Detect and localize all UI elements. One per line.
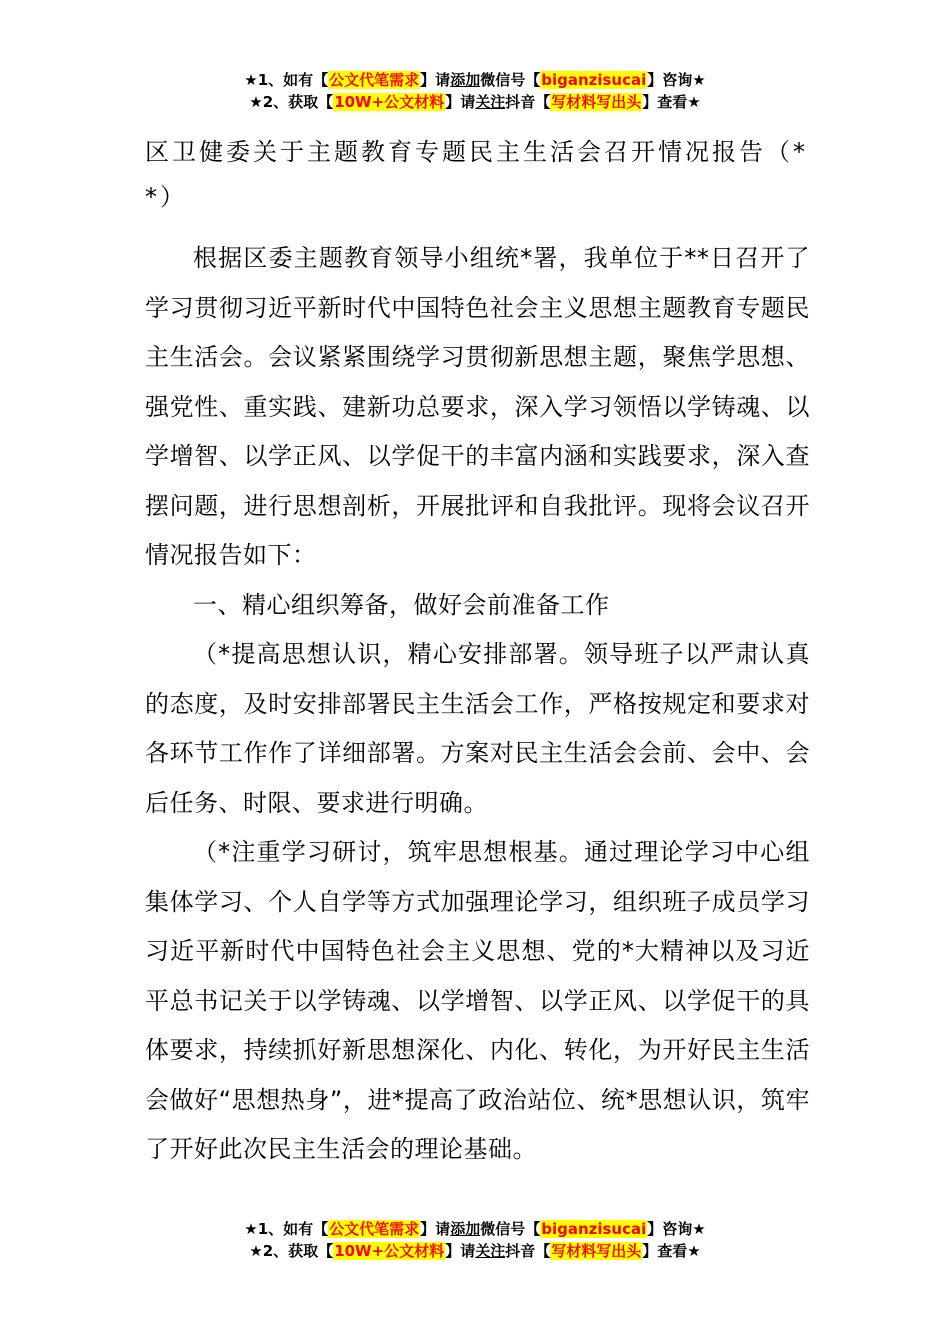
paragraph: （*提高思想认识，精心安排部署。领导班子以严肃认真的态度，及时安排部署民主生活会工作，严格按规定和要求对各环节工作作了详细部署。方案对民主生活会会前、会中、会后任务、时限、要求进行明确。 (145, 640, 810, 817)
promo-highlight: 公文代笔需求 (329, 1220, 420, 1238)
promo-highlight-wechat-id: biganzisucai (541, 71, 647, 89)
promo-text: 】咨询★ (647, 1220, 706, 1238)
promo-text: ★2、获取【 (249, 93, 334, 111)
promo-underlined: 关注 (475, 1242, 506, 1260)
promo-highlight: 10W+公文材料 (334, 93, 445, 111)
document-body (145, 130, 810, 1175)
promo-underlined: 添加 (450, 71, 481, 89)
promo-text: 】咨询★ (647, 71, 706, 89)
title-line: 区卫健委关于主题教育专题民主生活会召开情况报告（* (145, 138, 808, 166)
promo-text: 抖音【 (505, 93, 551, 111)
promo-text: ★2、获取【 (249, 1242, 334, 1260)
title-line: *） (145, 183, 187, 211)
promo-highlight-douyin-id: 写材料写出头 (551, 1242, 642, 1260)
promo-line-2 (0, 91, 950, 113)
promo-highlight: 10W+公文材料 (334, 1242, 445, 1260)
promo-text: 】请 (445, 1242, 476, 1260)
promo-highlight-wechat-id: biganzisucai (541, 1220, 647, 1238)
promo-line-1 (0, 1218, 950, 1240)
promo-line-1 (0, 69, 950, 91)
promo-text: 微信号【 (480, 71, 541, 89)
promo-text: 】请 (420, 71, 451, 89)
promo-underlined: 添加 (450, 1220, 481, 1238)
paragraph: （*注重学习研讨，筑牢思想根基。通过理论学习中心组集体学习、个人自学等方式加强理论学习，组织班子成员学习习近平新时代中国特色社会主义思想、党的*大精神以及习近平总书记关于以学铸魂、以学增智、以学正风、以学促干的具体要求，持续抓好新思想深化、内化、转化，为开好民主生活会做好“思想热身”，进*提高了政治站位、统*思想认识，筑牢了开好此次民主生活会的理论基础。 (145, 838, 810, 1163)
promo-text: 】请 (445, 93, 476, 111)
promo-text: ★1、如有【 (244, 1220, 329, 1238)
promo-line-2 (0, 1240, 950, 1262)
promo-highlight: 公文代笔需求 (329, 71, 420, 89)
promo-text: 】查看★ (642, 1242, 701, 1260)
section-heading: 一、精心组织筹备，做好会前准备工作 (193, 590, 610, 619)
paragraph-intro: 根据区委主题教育领导小组统*署，我单位于**日召开了学习贯彻习近平新时代中国特色社会主义思想主题教育专题民主生活会。会议紧紧围绕学习贯彻新思想主题，聚焦学思想、强党性、重实践、建新功总要求，深入学习领悟以学铸魂、以学增智、以学正风、以学促干的丰富内涵和实践要求，深入查摆问题，进行思想剖析，开展批评和自我批评。现将会议召开情况报告如下： (145, 244, 810, 569)
bottom-promo-banner (0, 1218, 950, 1262)
promo-text: 微信号【 (480, 1220, 541, 1238)
promo-text: 】请 (420, 1220, 451, 1238)
promo-underlined: 关注 (475, 93, 506, 111)
promo-text: 】查看★ (642, 93, 701, 111)
promo-text: ★1、如有【 (244, 71, 329, 89)
top-promo-banner (0, 69, 950, 113)
document-title (145, 130, 810, 220)
promo-text: 抖音【 (505, 1242, 551, 1260)
promo-highlight-douyin-id: 写材料写出头 (551, 93, 642, 111)
